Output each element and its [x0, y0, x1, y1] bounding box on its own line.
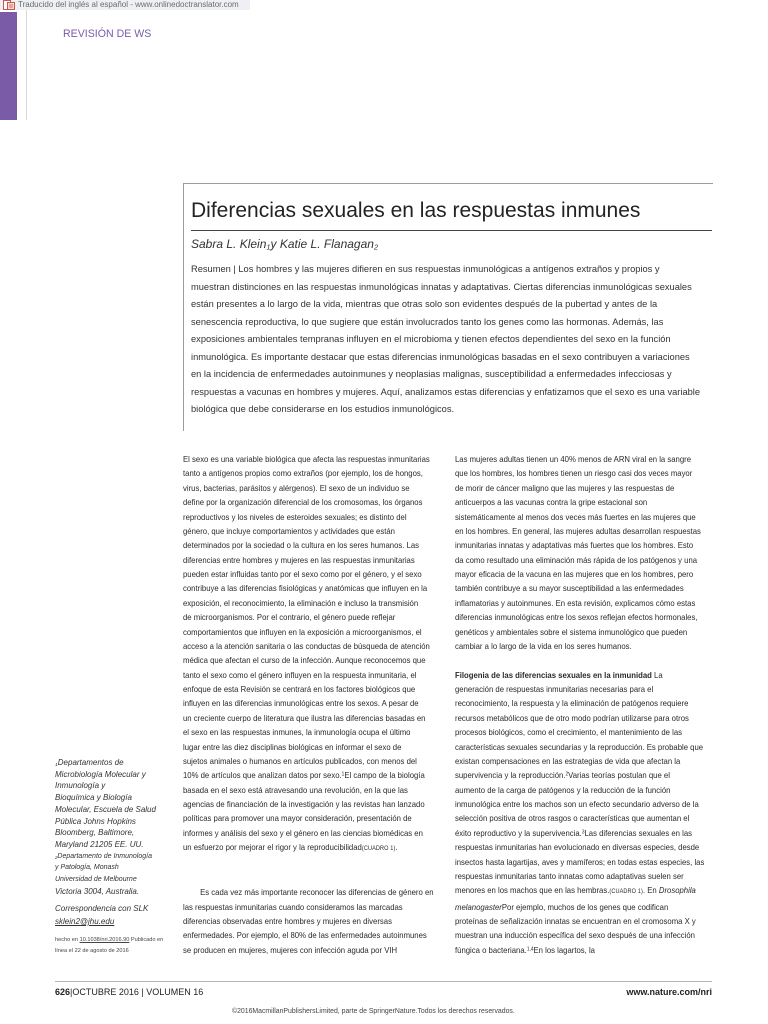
text-line: respuestas inmunitarias tanto innatas como adaptativas suelen ser [455, 870, 684, 881]
text-line: diferencias observadas entre hombres y mujeres en diversas [183, 916, 392, 926]
text-line: sujetos animales o humanos en artículos publicados, con menos del [183, 755, 417, 766]
text-line: el sexo en las respuestas inmunes, la inmunología ocupa el último [183, 727, 411, 738]
box-reference[interactable]: (CUADRO 1) [361, 845, 396, 853]
reference-number[interactable]: 1,4 [526, 946, 534, 953]
text-line: muestran distinciones en las respuestas inmunológicas innatas y adaptativas. Ciertas diferencias inmunológicas sexuales [191, 281, 692, 292]
text-segment: fúngica o bacteriana. [455, 944, 527, 955]
text-line: en los hombres. En general, las mujeres adultas desarrollan respuestas [455, 525, 701, 536]
box-reference[interactable]: (CUADRO 1) [609, 888, 643, 896]
text-segment: La [651, 669, 663, 680]
text-segment: 10% de artículos que analizan datos por sexo. [183, 770, 342, 781]
text-line: respuestas a vacunas en hombres y mujeres. Aquí, analizamos estas diferencias y enfatizamos que el sexo es una variable [191, 386, 701, 397]
text-line: políticas para promover una mayor consideración, presentación de [183, 813, 412, 824]
text-line: determinados por la sociedad o la cultura en los seres humanos. Las [183, 540, 420, 551]
text-line [455, 768, 704, 782]
body-paragraph [183, 885, 434, 957]
text-line: en la incidencia de enfermedades autoinmunes y neoplasias malignas, susceptibilidad a enfermedades infecciosas y [191, 369, 672, 379]
text-line: inflamatorias y autoinmunes. En esta revisión, explicamos cómo estas [455, 597, 696, 608]
text-line [455, 943, 704, 957]
text-line: respuestas inmunitarias han evolucionado en diversas especies, desde [455, 842, 700, 853]
reference-number[interactable]: 2 [565, 771, 569, 778]
text-line: enfoque de esta Revisión se centrará en los factores biológicos que [183, 684, 416, 694]
footer-divider [55, 981, 712, 982]
publication-info [55, 935, 163, 956]
text-line: biológica que debe considerarse en los estudios inmunológicos. [191, 404, 455, 414]
text-line: Microbiología Molecular y [55, 769, 146, 779]
text-segment: Por ejemplo, muchos de los genes que codifican [501, 901, 669, 912]
text-line: Victoria 3004, Australia. [55, 886, 140, 896]
text-line: agencias de financiación de la investigación y las revistas han lanzado [183, 799, 425, 809]
copyright-notice: ©2016MacmillanPublishersLimited, parte de SpringerNature.Todos los derechos reservados. [232, 1008, 515, 1015]
text-line: Bloomberg, Baltimore, [55, 828, 135, 838]
affiliation-marker: 1 [55, 762, 58, 768]
text-line: enfermedades. Por ejemplo, el 80% de las enfermedades autoinmunes [183, 930, 427, 941]
text-segment: . En [642, 885, 659, 896]
text-line [455, 883, 704, 899]
body-paragraph [183, 452, 434, 857]
text-line: de morir de cáncer maligno que las mujeres y las respuestas de [455, 482, 675, 493]
text-line: están presentes a lo largo de la vida, mientras que otras solo son evidentes después de la pubertad y antes de la [191, 299, 658, 309]
abstract [191, 261, 700, 419]
text-line: diferencias entre hombres y mujeres en las respuestas inmunitarias [183, 554, 415, 565]
text-line: reproductivos y los niveles de esteroides sexuales; es distinto del [183, 511, 407, 522]
text-segment: y Katie L. Flanagan [270, 237, 374, 251]
subheading: Filogenia de las diferencias sexuales en la inmunidad [455, 669, 652, 680]
text-line: cambiar a lo largo de la vida en los seres humanos. [455, 640, 632, 651]
text-line: selección positiva de otros rasgos o características que aumentan el [455, 813, 690, 824]
text-segment: Varias teorías postulan que el [568, 770, 670, 781]
text-line: existan compensaciones en las estrategias de vida que afectan la [455, 755, 681, 766]
text-line: características sexuales secundarias y la reproducción. Es probable que [455, 741, 704, 752]
text-line: Es cada vez más importante reconocer las diferencias de género en [200, 887, 434, 898]
italic-term: Drosophila [658, 885, 696, 896]
text-segment: un esfuerzo por mejorar el rigor y la reproducibilidad [183, 842, 362, 853]
text-line: proteínas de señalización innatas se encuentran en el cromosoma X y [455, 916, 696, 926]
text-segment: éxito reproductivo y la supervivencia. [455, 827, 582, 838]
issue-label: |OCTUBRE 2016 | VOLUMEN 16 [70, 987, 204, 997]
text-line: exposiciones ambientales tempranas influyen en el microbioma y tienen efectos dependientes del sexo en la función [191, 334, 671, 344]
page-number: 626 [55, 987, 71, 997]
text-line: lugar entre las diez disciplinas biológicas en informar el sexo de [183, 741, 402, 752]
article-title: Diferencias sexuales en las respuestas inmunes [191, 199, 641, 222]
text-line: Resumen | Los hombres y las mujeres difieren en sus respuestas inmunológicas a antígenos extraños y propios y [191, 264, 660, 274]
text-line: influyen en las diferencias inmunológicas entre los sexos. A pesar de [183, 698, 419, 709]
text-line: sistemáticamente al menos dos veces más fuertes en las mujeres que [455, 511, 696, 522]
text-line: procesos biológicos, como el crecimiento, el mantenimiento de las [455, 727, 682, 738]
text-line: Pública Johns Hopkins [55, 816, 136, 826]
affiliation-marker: 2 [373, 242, 379, 252]
text-line: define por la organización diferencial de los cromosomas, los órganos [183, 497, 423, 508]
text-line: un creciente cuerpo de literatura que ilustra las diferencias basadas en [183, 712, 426, 723]
text-line: y Patología, Monash [55, 864, 119, 872]
text-line: de microorganismos. Por el contrario, el género puede reflejar [183, 612, 396, 623]
text-line: pueden estar influidas tanto por el sexo como por el género, y el sexo [183, 569, 422, 579]
text-line: Molecular, Escuela de Salud [55, 804, 156, 814]
translate-document-icon [3, 0, 15, 10]
text-line: Maryland 21205 EE. UU. [55, 839, 144, 849]
text-line: tanto a antígenos propios como extraños (por ejemplo, los de hongos, [183, 468, 423, 479]
text-segment: El campo de la biología [344, 770, 425, 781]
text-line: acceso a la atención sanitaria o las conductas de búsqueda de atención [183, 640, 430, 651]
text-segment: Publicado en [129, 937, 164, 943]
text-line: diferencias inmunológicas entre los sexos reflejan efectos hormonales, [455, 612, 698, 623]
text-line: línea el 22 de agosto de 2016 [55, 947, 129, 954]
text-line: aumento de la carga de patógenos y la reducción de la función [455, 784, 671, 795]
affiliations [55, 757, 156, 897]
journal-url[interactable]: www.nature.com/nri [626, 987, 712, 997]
body-paragraph [455, 452, 704, 653]
author-list [191, 237, 378, 251]
text-line: exposición, el reconocimiento, la eliminación e incluso la transmisión [183, 597, 419, 608]
text-line: Inmunología y [55, 781, 106, 791]
correspondence [55, 902, 148, 928]
footer-issue-info [55, 986, 203, 998]
body-paragraph [455, 668, 704, 958]
text-line: médica que afectan el curso de la infección. Aunque reconocemos que [183, 655, 426, 666]
correspondence-label: Correspondencia con SLK [55, 904, 149, 913]
text-line: también contribuye a su mayor susceptibilidad a las enfermedades [455, 583, 684, 594]
text-line: da como resultado una eliminación más rápida de los patógenos y una [455, 554, 698, 565]
text-line: mayor eficacia de la vacuna en las mujeres que en los hombres, pero [455, 569, 694, 579]
email-link[interactable]: sklein2@jhu.edu [55, 917, 115, 926]
text-segment: Las diferencias sexuales en las [584, 827, 692, 838]
text-line: El sexo es una variable biológica que afecta las respuestas inmunitarias [183, 454, 430, 464]
text-line: tanto el sexo como el género influyen en la respuesta inmunitaria, el [183, 669, 417, 680]
translator-link[interactable]: Traducido del inglés al español - www.onlinedoctranslator.com [18, 0, 239, 9]
text-line: recursos metabólicos que de otro modo podrían utilizarse para otros [455, 712, 689, 723]
section-color-bar [0, 12, 17, 120]
text-line: se producen en mujeres, mujeres con infección aguda por VIH [183, 944, 398, 955]
text-segment: Departamento de Inmunología [57, 852, 152, 860]
text-line: anticuerpos a las vacunas contra la gripe estacional son [455, 497, 648, 508]
text-line [183, 840, 434, 856]
text-segment: hecho en [55, 937, 80, 943]
italic-term: melanogaster [455, 901, 502, 912]
text-segment: . [395, 842, 398, 853]
text-line: género, que incluye comportamientos y actividades que están [183, 525, 395, 536]
text-line: muestran una inducción específica del sexo después de una infección [455, 930, 695, 941]
text-segment: Departamentos de [57, 758, 124, 767]
text-segment: supervivencia y la reproducción. [455, 770, 566, 781]
text-line: Las mujeres adultas tienen un 40% menos de ARN viral en la sangre [455, 454, 692, 464]
title-divider [191, 230, 712, 231]
text-line: contribuye a las diferencias fisiológicas y anatómicas que influyen en la [183, 583, 428, 594]
text-line: basada en el sexo está atravesando una revolución, en la que las [183, 784, 408, 795]
text-line: insectos hasta lagartijas, aves y mamíferos; en todas estas especies, las [455, 856, 705, 867]
text-line: las respuestas inmunitarias cuando consideramos las marcadas [183, 901, 403, 912]
text-line: inmunitarias innatas y adaptativas más fuertes que los hombres. Esto [455, 540, 694, 551]
text-segment: Sabra L. Klein [191, 237, 267, 251]
affiliation-1 [55, 757, 156, 851]
text-line: generación de respuestas inmunitarias necesarias para el [455, 684, 654, 694]
text-line: comportamientos que influyen en la exposición a microorganismos, el [183, 626, 422, 637]
section-label: REVISIÓN DE WS [63, 28, 152, 40]
reference-number[interactable]: 3 [581, 829, 585, 836]
text-segment: menores en los machos que en las hembras. [455, 885, 610, 896]
text-line [55, 935, 163, 946]
text-line: Bioquímica y Biología [55, 793, 132, 803]
text-line: genéticos y ambientales sobre el sistema inmunológico que pueden [455, 626, 688, 637]
doi-link[interactable]: 10.1038/nri.2016.90 [79, 937, 130, 943]
affiliation-2 [55, 851, 156, 898]
text-line: informes y análisis del sexo y el género en las ciencias biomédicas en [183, 827, 423, 838]
text-line [455, 668, 704, 682]
side-divider [26, 10, 27, 120]
text-line: virus, bacterias, parásitos y alérgenos). El sexo de un individuo se [183, 482, 410, 493]
body-column-right [455, 452, 704, 957]
text-line: senescencia reproductiva, lo que sugiere que están involucrados tanto los genes como las hormonas. Además, las [191, 316, 664, 327]
reference-number[interactable]: 1 [341, 771, 345, 778]
text-line [455, 900, 704, 914]
text-line [55, 851, 156, 863]
text-line [183, 768, 434, 782]
text-line: reconocimiento, la respuesta y la eliminación de patógenos requiere [455, 698, 689, 709]
text-line [455, 826, 704, 840]
text-line: Universidad de Melbourne [55, 876, 137, 884]
body-column-left [183, 452, 434, 957]
text-line: inmunológica entre los machos son un efecto secundario adverso de la [455, 799, 699, 809]
affiliation-marker: 2 [55, 854, 58, 860]
text-line [55, 757, 156, 769]
text-line: inmunológica. Es importante destacar que estas diferencias inmunológicas basadas en el sexo contribuyen a variaciones [191, 351, 690, 362]
affiliation-marker: 1 [266, 242, 271, 252]
text-line: que los hombres, los hombres tienen un riesgo casi dos veces mayor [455, 468, 693, 479]
text-segment: En los lagartos, la [533, 944, 595, 955]
